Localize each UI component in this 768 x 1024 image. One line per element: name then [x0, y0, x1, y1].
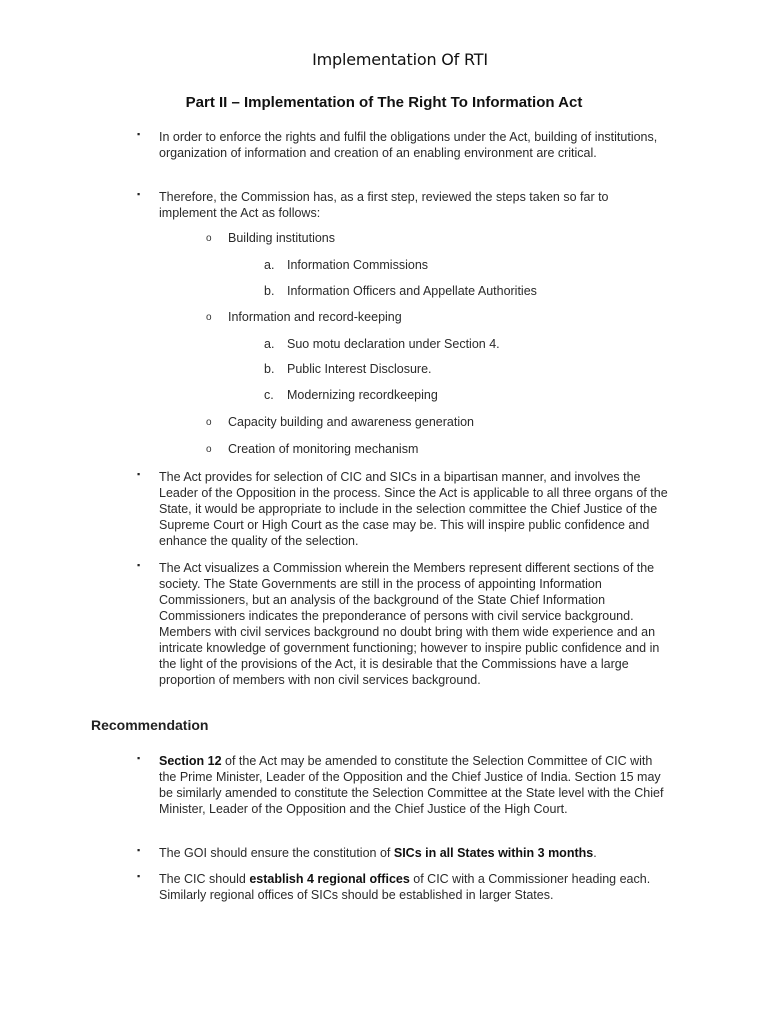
bullet-icon: ▪ — [137, 129, 141, 139]
list-item-building-institutions: Building institutions — [228, 231, 336, 245]
list-item-record-keeping: Information and record-keeping — [228, 310, 402, 324]
emphasis-text: SICs in all States within 3 months — [393, 846, 594, 860]
list-item-monitoring: Creation of monitoring mechanism — [228, 442, 419, 456]
body-text: . — [593, 846, 597, 860]
list-marker: c. — [264, 388, 274, 402]
bullet-icon: ▪ — [137, 845, 141, 855]
sub-bullet-icon: o — [206, 312, 212, 323]
page-title: Implementation Of RTI — [312, 50, 488, 69]
bullet-icon: ▪ — [137, 753, 141, 763]
bullet-icon: ▪ — [137, 469, 141, 479]
list-marker: b. — [264, 362, 275, 376]
bullet-icon: ▪ — [137, 871, 141, 881]
paragraph-selection: The Act provides for selection of CIC and SICs in a bipartisan manner, and involves the Leader of the Opposition in the process. Since the Act is applicable to all three organs of the State, it would be appropriate to include in the selection committee the Chief Justice of the Supreme Court or High Court as the case may be. This will inspire public confidence and enhance the quality of the selection. — [159, 470, 668, 548]
list-marker: b. — [264, 284, 275, 298]
recommendation-regional-offices — [159, 871, 669, 903]
list-item-information-officers: Information Officers and Appellate Authorities — [287, 284, 537, 298]
section-subtitle: Part II – Implementation of The Right To Information Act — [185, 94, 583, 111]
bullet-icon: ▪ — [137, 189, 141, 199]
emphasis-text: establish 4 regional offices — [249, 872, 410, 886]
list-item-public-interest: Public Interest Disclosure. — [287, 362, 432, 376]
list-marker: a. — [264, 258, 275, 272]
list-item-modernizing: Modernizing recordkeeping — [287, 388, 438, 402]
recommendation-heading: Recommendation — [91, 717, 209, 733]
sub-bullet-icon: o — [206, 417, 212, 428]
recommendation-sics — [159, 845, 669, 861]
bullet-icon: ▪ — [137, 560, 141, 570]
list-item-suo-motu: Suo motu declaration under Section 4. — [287, 337, 500, 351]
paragraph-commission-members: The Act visualizes a Commission wherein the Members represent different sections of the society. The State Governments are still in the process of appointing Information Commissioners, but an analysis of the background of the State Chief Information Commissioners indicates the preponderance of persons with civil service background. Members with civil services background no doubt bring with them wide experience and an intricate knowledge of government functioning; however to inspire public confidence and in the light of the provisions of the Act, it is desirable that the Commissions have a large proportion of members with non civil services background. — [159, 561, 660, 687]
list-marker: a. — [264, 337, 275, 351]
emphasis-text: Section 12 — [159, 754, 222, 768]
body-text: of the Act may be amended to constitute the Selection Committee of CIC with the Prime Minister, Leader of the Opposition and the Chief Justice of India. Section 15 may be similarly amended to constitute the Selection Committee at the State level with the Chief Minister, Leader of the Opposition and the Chief Justice of the High Court. — [159, 754, 664, 816]
list-item-capacity-building: Capacity building and awareness generation — [228, 415, 474, 429]
paragraph-commission-steps: Therefore, the Commission has, as a first step, reviewed the steps taken so far to implement the Act as follows: — [159, 190, 609, 220]
body-text: of CIC with a Commissioner heading each. Similarly regional offices of SICs should be established in larger States. — [159, 872, 651, 902]
body-text: The CIC should — [159, 872, 250, 886]
sub-bullet-icon: o — [206, 444, 212, 455]
recommendation-section-12 — [159, 753, 669, 817]
list-item-information-commissions: Information Commissions — [287, 258, 429, 272]
paragraph-enforce-rights: In order to enforce the rights and fulfil the obligations under the Act, building of institutions, organization of information and creation of an enabling environment are critical. — [159, 130, 658, 160]
body-text: The GOI should ensure the constitution of — [159, 846, 394, 860]
sub-bullet-icon: o — [206, 233, 212, 244]
